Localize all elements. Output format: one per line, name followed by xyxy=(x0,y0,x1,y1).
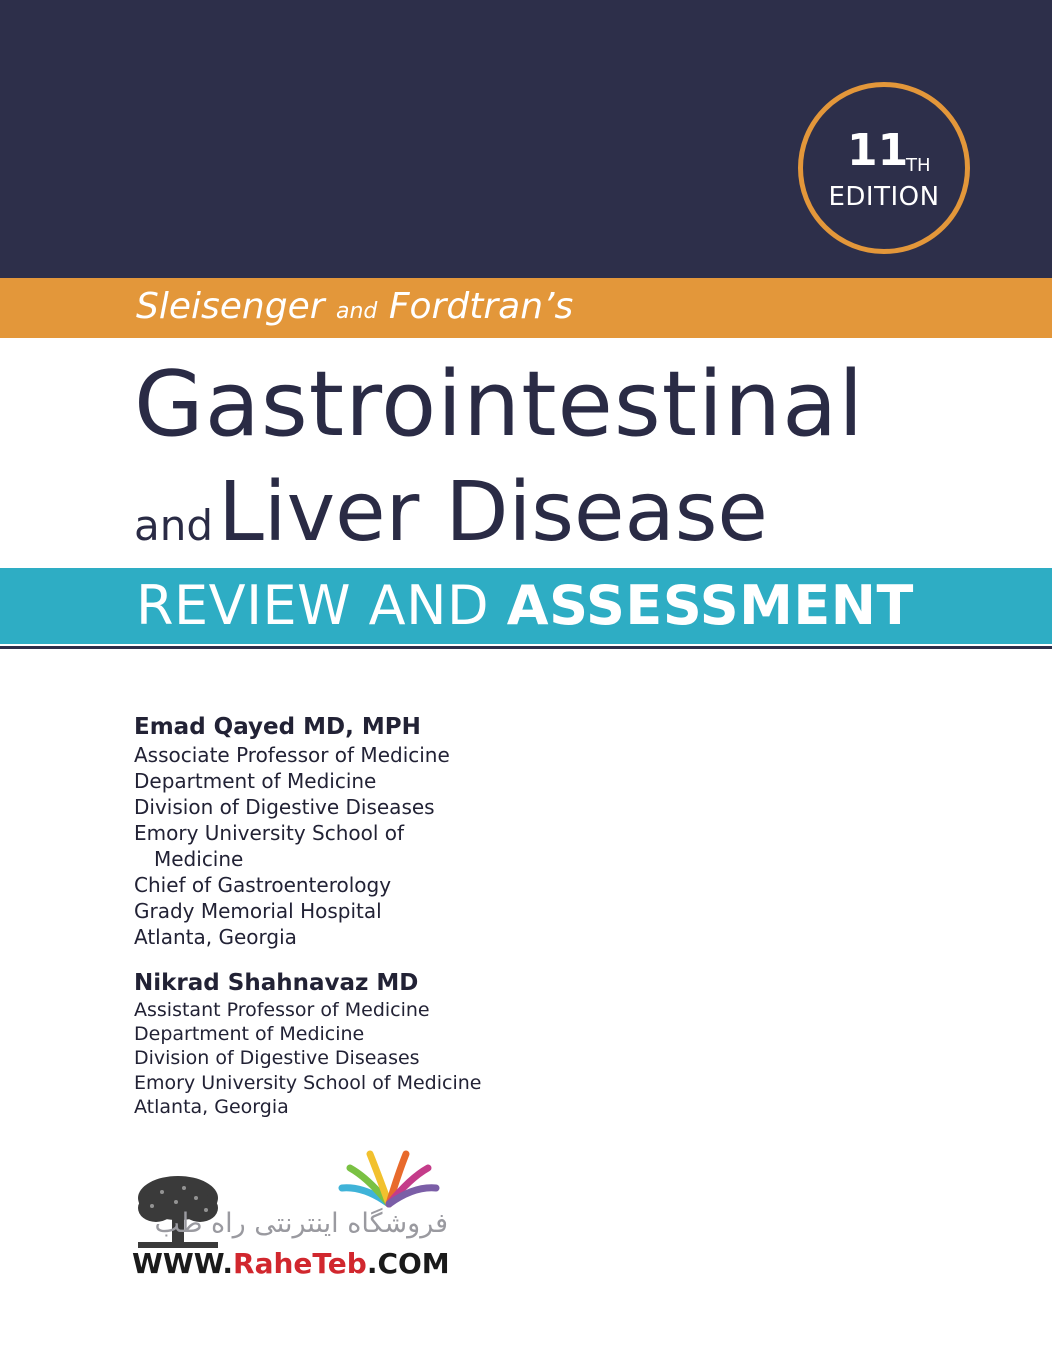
title-and: and xyxy=(134,501,214,550)
affiliation-line: Chief of Gastroenterology xyxy=(134,873,392,897)
affiliation-line: Atlanta, Georgia xyxy=(134,1095,289,1118)
affiliation-line: Division of Digestive Diseases xyxy=(134,1047,420,1070)
affiliation-line: Department of Medicine xyxy=(134,769,377,793)
affiliation-line: Division of Digestive Diseases xyxy=(134,795,435,819)
title-main: Liver Disease xyxy=(218,465,768,560)
series-title xyxy=(136,285,573,334)
subtitle-part2: ASSESSMENT xyxy=(506,574,914,637)
book-title-line2 xyxy=(134,463,768,585)
book-title-line1: Gastrointestinal xyxy=(134,352,865,457)
url-prefix: WWW. xyxy=(132,1247,234,1280)
open-book-fan-icon xyxy=(334,1146,444,1210)
edition-badge xyxy=(798,82,970,254)
edition-number: 11 xyxy=(847,125,909,176)
edition-suffix: TH xyxy=(906,155,931,176)
url-suffix: .COM xyxy=(366,1247,450,1280)
author-block-2 xyxy=(134,968,481,1119)
affiliation-line: Emory University School of xyxy=(134,821,405,845)
affiliation-line: Medicine xyxy=(154,847,244,871)
url-brand: RaheTeb xyxy=(233,1247,367,1280)
website-url xyxy=(132,1246,450,1282)
book-subtitle xyxy=(136,575,914,637)
divider xyxy=(0,646,1052,649)
affiliation-line: Associate Professor of Medicine xyxy=(134,743,450,767)
series-name-b: Fordtran’s xyxy=(388,286,574,327)
series-name-a: Sleisenger xyxy=(136,286,325,327)
author-block-1 xyxy=(134,712,450,950)
affiliation-line: Assistant Professor of Medicine xyxy=(134,999,430,1021)
subtitle-part1: REVIEW AND xyxy=(136,574,490,637)
author-name: Emad Qayed MD, MPH xyxy=(134,714,421,740)
affiliation-line: Grady Memorial Hospital xyxy=(134,899,382,923)
affiliation-line: Atlanta, Georgia xyxy=(134,925,297,949)
affiliation-line: Emory University School of Medicine xyxy=(134,1071,482,1094)
series-conjunction: and xyxy=(335,299,378,324)
affiliation-line: Department of Medicine xyxy=(134,1023,365,1046)
store-name: فروشگاه اینترنتی راه طب xyxy=(154,1208,448,1239)
author-name: Nikrad Shahnavaz MD xyxy=(134,970,419,996)
edition-label: EDITION xyxy=(828,182,940,212)
